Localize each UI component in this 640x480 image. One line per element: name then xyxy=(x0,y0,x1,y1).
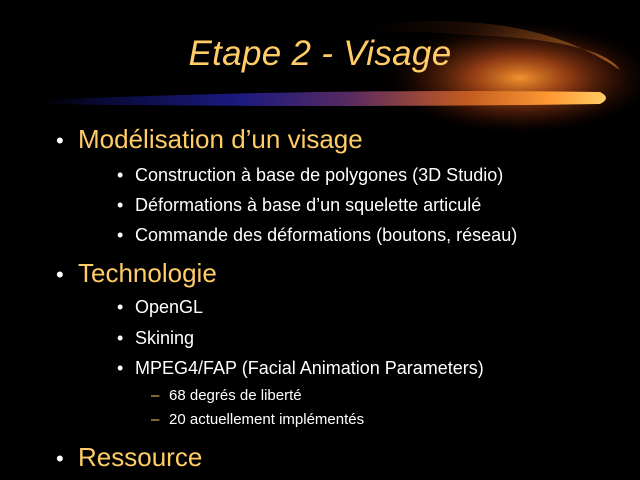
bullet-dot-icon: • xyxy=(56,446,64,471)
heading-modelisation xyxy=(56,124,363,156)
list-item: • Construction à base de polygones (3D Studio) xyxy=(117,165,504,185)
dash-icon: – xyxy=(151,411,160,428)
heading-text: Modélisation d’un visage xyxy=(78,124,363,154)
list-item: • Déformations à base d’un squelette articulé xyxy=(117,195,482,215)
bullet-dot-icon: • xyxy=(117,195,124,215)
bullet-dot-icon: • xyxy=(117,358,124,378)
heading-text: Ressource xyxy=(78,442,203,472)
slide-title: Etape 2 - Visage xyxy=(188,34,452,73)
heading-technologie xyxy=(56,258,217,290)
bullet-dot-icon: • xyxy=(117,225,124,245)
bullet-dot-icon: • xyxy=(56,128,64,153)
swoosh-band xyxy=(40,91,606,106)
bullet-dot-icon: • xyxy=(56,262,64,287)
heading-text: Technologie xyxy=(78,258,217,288)
list-item: • OpenGL xyxy=(117,297,204,317)
list-item: • Commande des déformations (boutons, réseau) xyxy=(117,225,518,245)
bullet-dot-icon: • xyxy=(117,165,124,185)
list-item: • MPEG4/FAP (Facial Animation Parameters) xyxy=(117,358,484,378)
dash-icon: – xyxy=(151,387,160,404)
bullet-dot-icon: • xyxy=(117,297,124,317)
sub-list-item: – 20 actuellement implémentés xyxy=(151,411,365,428)
heading-ressource xyxy=(56,442,202,474)
list-item: • Skining xyxy=(117,328,195,348)
bullet-dot-icon: • xyxy=(117,328,124,348)
sub-list-item: – 68 degrés de liberté xyxy=(151,387,302,404)
